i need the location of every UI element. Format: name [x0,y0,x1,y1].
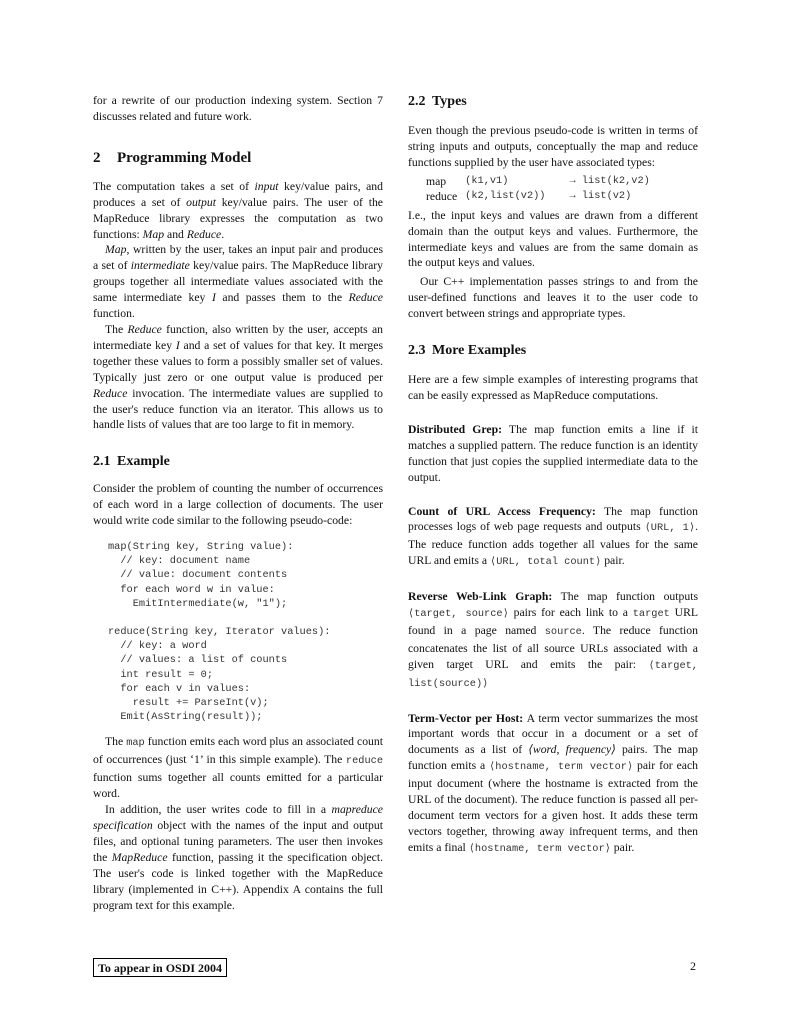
left-column [93,93,383,913]
type-input: (k2,list(v2)) [465,190,546,203]
distributed-grep-paragraph: Distributed Grep: The map function emits a line if it matches a supplied pattern. The reduce function is an identity function that just copies the supplied intermediate data to the output. [408,422,698,484]
map-reduce-explanation: The map function emits each word plus an associated count of occurrences (just ‘1’ in this simple example). The reduce function sums together all counts emitted for a particular word. [93,735,383,801]
map-paragraph: Map, written by the user, takes an input pair and produces a set of intermediate key/value pairs. The MapReduce library groups together all intermediate values associated with the same intermediate key I and passes them to the Reduce function. [93,243,384,321]
reduce-paragraph: The Reduce function, also written by the user, accepts an intermediate key I and a set of values for that key. It merges together these values to form a possibly smaller set of values. Typically just zero or one output value is produced per Reduce invocation. The intermediate values are supplied to the user's reduce function via an iterator. This allows us to handle lists of values that are too large to fit in memory. [93,322,383,432]
reduce-pseudo-code: reduce(String key, Iterator values): // key: a word // values: a list of counts int result = 0; for each v in values: result += ParseInt(v); Emit(AsString(result)); [108,626,331,724]
section-2-heading: 2 Programming Model [93,149,252,166]
reverse-link-paragraph: Reverse Web-Link Graph: The map function outputs ⟨target, source⟩ pairs for each link to a target URL found in a page named source. The reduce function concatenates the list of all source URLs associated with a given target URL and emits the pair: ⟨target, list(source)⟩ [408,590,699,690]
map-pseudo-code: map(String key, String value): // key: document name // value: document contents for each word w in value: EmitIntermediate(w, "1"); [108,541,294,610]
venue-label: To appear in OSDI 2004 [93,958,227,977]
specification-paragraph: In addition, the user writes code to fill in a mapreduce specification object with the names of the input and output files, and optional tuning parameters. The user then invokes the MapReduce function, passing it the specification object. The user's code is linked together with the MapReduce library (implemented in C++). Appendix A contains the full program text for this example. [93,803,383,912]
intro-text: for a rewrite of our production indexing system. Section 7 discusses related and future work. [93,94,383,123]
section-2-1-heading: 2.1 Example [93,454,170,470]
type-input: (k1,v1) [465,174,509,187]
cpp-implementation-paragraph: Our C++ implementation passes strings to and from the user-defined functions and leaves it to the user code to convert between strings and appropriate types. [408,275,698,321]
programming-model-paragraph: The computation takes a set of input key/value pairs, and produces a set of output key/value pairs. The user of the MapReduce library expresses the computation as two functions: Map and Reduce. [93,179,383,241]
term-vector-paragraph: Term-Vector per Host: A term vector summarizes the most important words that occur in a document or a set of documents as a list of ⟨word, frequency⟩ pairs. The map function emits a ⟨hostname, term vector⟩ pair for each input document (where the hostname is extracted from the URL of the document). The reduce function is passed all per-document term vectors for a given host. It adds these term vectors together, throwing away infrequent terms, and then emits a final ⟨hostname, term vector⟩ pair. [408,711,698,855]
domain-paragraph: I.e., the input keys and values are drawn from a different domain than the output keys and values. Furthermore, the intermediate keys and values are from the same domain as the output keys and values. [408,208,698,270]
right-column [408,93,698,858]
type-fn: map [426,174,447,188]
types-row [426,174,658,190]
section-2-3-heading: 2.3 More Examples [408,343,527,359]
more-examples-paragraph: Here are a few simple examples of interesting programs that can be easily expressed as MapReduce computations. [408,373,698,402]
types-table [426,174,658,205]
type-output: → list(v2) [569,190,632,203]
url-frequency-paragraph: Count of URL Access Frequency: The map function processes logs of web page requests and outputs ⟨URL, 1⟩. The reduce function adds together all values for the same URL and emits a ⟨URL, total count⟩ pair. [408,504,698,569]
types-row [426,189,658,205]
type-output: → list(k2,v2) [569,174,650,187]
example-paragraph: Consider the problem of counting the number of occurrences of each word in a large collection of documents. The user would write code similar to the following pseudo-code: [93,482,383,528]
type-fn: reduce [426,190,458,204]
section-2-2-heading: 2.2 Types [408,94,467,109]
types-paragraph: Even though the previous pseudo-code is written in terms of string inputs and outputs, conceptually the map and reduce functions supplied by the user have associated types: [408,124,698,169]
page-number: 2 [690,959,696,973]
